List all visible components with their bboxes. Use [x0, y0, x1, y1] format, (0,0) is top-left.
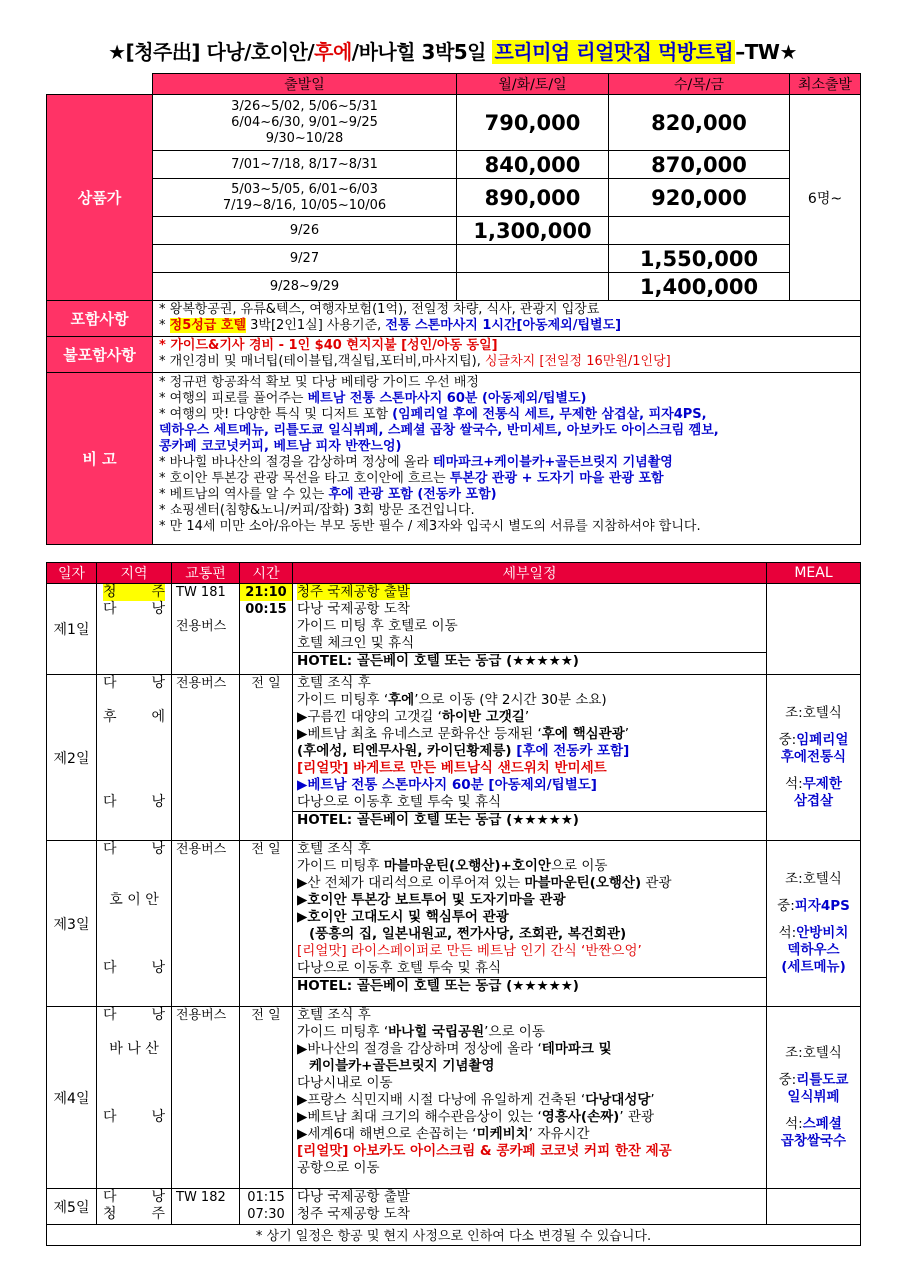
date-line: 7/19~8/16, 10/05~10/06 [222, 197, 387, 213]
schedule-line: 청주 국제공항 출발 [297, 584, 410, 600]
region-cell [97, 1189, 172, 1225]
meal-text: 삼겹살 [793, 793, 834, 809]
text: ’으로 이동 (약 2시간 30분 소요) [414, 692, 607, 708]
text: * 여행의 피로를 풀어주는 [159, 391, 308, 406]
day-label: 제1일 [47, 584, 97, 675]
schedule-line: ▶호이안 고대도시 및 핵심투어 관광 [297, 909, 509, 925]
remark-line: * 쇼핑센터(침향&노니/커피/잡화) 3회 방문 조건입니다. [159, 503, 475, 518]
hotel-line: HOTEL: 골든베이 호텔 또는 동급 (★★★★★) [293, 977, 766, 995]
price-row [47, 151, 861, 179]
remark-line [159, 471, 858, 487]
schedule-line: ▶베트남 전통 스톤마사지 60분 [아동제외/팁별도] [297, 777, 597, 793]
text-emph: [후에 전동카 포함] [516, 743, 630, 759]
text-emph: 후에 [388, 692, 415, 708]
text: ’ [624, 726, 630, 742]
text: ▶산 전체가 대리석으로 이루어져 있는 [297, 875, 525, 891]
time-value: 00:15 [245, 602, 287, 617]
region-char: 낭 [151, 960, 165, 976]
price-weekend: 890,000 [457, 179, 609, 217]
text: ▶구름낀 대양의 고갯길 ‘ [297, 709, 442, 725]
region-char: 청 [103, 1206, 117, 1222]
price-row [47, 273, 861, 301]
region-char: 낭 [151, 601, 165, 617]
included-label: 포함사항 [47, 301, 153, 337]
remark-line [159, 455, 858, 471]
region-char: 낭 [151, 675, 165, 691]
day-label: 제3일 [47, 841, 97, 1007]
region-char: 다 [103, 794, 117, 810]
region-line [103, 892, 165, 909]
meal-text: 안방비치 [796, 925, 849, 941]
transport-cell [172, 584, 240, 675]
region-line [103, 1109, 165, 1126]
schedule-line: 다낭시내로 이동 [297, 1075, 393, 1091]
price-weekday: 820,000 [609, 95, 790, 151]
region-name: 바 나 산 [109, 1041, 159, 1057]
text: * 여행의 맛! 다양한 특식 및 디저트 포함 [159, 407, 393, 422]
meal-text: 곱창쌀국수 [780, 1133, 847, 1149]
region-line [103, 1007, 165, 1024]
text: 3박[2인1실] 사용기준, [246, 318, 386, 333]
meal-dinner [767, 925, 860, 976]
title-suffix: –TW★ [735, 40, 797, 64]
time-value: 01:15 [247, 1190, 285, 1205]
meal-cell [767, 675, 861, 841]
title-highlight: 프리미엄 리얼맛집 먹방트립 [494, 40, 734, 64]
region-cell [97, 1007, 172, 1189]
remark-line [159, 487, 858, 503]
text-emph: 베트남 전통 스톤마사지 60분 (아동제외/팁별도) [307, 391, 587, 406]
meal-lunch [767, 1072, 860, 1106]
meal-breakfast: 조:호텔식 [785, 1045, 842, 1061]
day-label: 제2일 [47, 675, 97, 841]
time-cell [240, 584, 293, 675]
meal-text: 일식뷔페 [787, 1089, 840, 1105]
schedule-line [297, 1041, 762, 1058]
header-weekday: 수/목/금 [609, 74, 790, 95]
price-table [46, 73, 861, 545]
text-emph: 바나힐 국립공원 [388, 1024, 485, 1040]
region-line [103, 1206, 165, 1223]
massage-note: 전통 스톤마사지 1시간[아동제외/팁별도] [385, 318, 622, 333]
text: ▶베트남 최대 크기의 해수관음상이 있는 ‘ [297, 1109, 542, 1125]
remarks-content [153, 373, 861, 545]
meal-breakfast: 조:호텔식 [785, 871, 842, 887]
meal-text: 리틀도쿄 [796, 1072, 849, 1088]
schedule-line: 청주 국제공항 도착 [297, 1206, 410, 1222]
region-char: 낭 [151, 794, 165, 810]
region-char: 다 [103, 841, 117, 857]
schedule-line: 다낭으로 이동후 호텔 투숙 및 휴식 [297, 960, 502, 976]
time-value: 전 일 [240, 841, 293, 1007]
region-line [103, 841, 165, 858]
header-weekend: 월/화/토/일 [457, 74, 609, 95]
time-cell [240, 1189, 293, 1225]
flight-number: TW 181 [176, 585, 226, 600]
region-char: 후 [103, 709, 117, 725]
schedule-line: 다낭으로 이동후 호텔 투숙 및 휴식 [297, 794, 502, 810]
price-weekday [609, 217, 790, 245]
schedule-line [297, 709, 762, 726]
region-char: 낭 [151, 841, 165, 857]
region-char: 다 [103, 675, 117, 691]
text: ▶바나산의 절경을 감상하며 정상에 올라 ‘ [297, 1041, 542, 1057]
region-char: 주 [151, 584, 165, 600]
schedule-line: 다낭 국제공항 도착 [297, 601, 410, 617]
text: ’ [524, 709, 530, 725]
schedule-cell [293, 1007, 767, 1189]
meal-lunch [767, 898, 860, 915]
price-weekend [457, 273, 609, 301]
day-row [47, 584, 861, 675]
text: ▶베트남 최초 유네스코 문화유산 등재된 ‘ [297, 726, 542, 742]
schedule-line: 호텔 조식 후 [297, 841, 371, 857]
text-emph: 다낭대성당 [585, 1092, 651, 1108]
date-line: 3/26~5/02, 5/06~5/31 [231, 98, 378, 114]
text: 가이드 미팅후 ‘ [297, 692, 389, 708]
text-emph: 마블마운틴(오행산) [524, 875, 642, 891]
schedule-line: 공항으로 이동 [297, 1160, 380, 1176]
meal-dinner [767, 1116, 860, 1150]
schedule-line [297, 743, 762, 760]
region-line [103, 675, 165, 692]
price-dates [153, 179, 457, 217]
text-emph: 후에 관광 포함 (전동카 포함) [328, 487, 497, 502]
region-char: 낭 [151, 1109, 165, 1125]
min-departure: 6명~ [790, 95, 861, 301]
included-line [159, 318, 858, 334]
region-line [103, 584, 165, 601]
text-emph: 투본강 관광 + 도자기 마을 관광 포함 [449, 471, 664, 486]
itinerary-table [46, 562, 861, 1246]
time-value: 07:30 [247, 1207, 285, 1222]
header-region: 지역 [97, 563, 172, 584]
region-char: 다 [103, 960, 117, 976]
header-day: 일자 [47, 563, 97, 584]
header-departure: 출발일 [153, 74, 457, 95]
schedule-line [297, 875, 762, 892]
meal-text: 피자4PS [794, 898, 850, 914]
text: * 개인경비 및 매너팁(테이블팁,객실팁,포터비,마사지팁), [159, 354, 485, 369]
price-row [47, 179, 861, 217]
excluded-line: * 가이드&기사 경비 - 1인 $40 현지지불 [성인/아동 동일] [159, 338, 498, 353]
schedule-line [297, 1126, 762, 1143]
price-weekday: 1,550,000 [609, 245, 790, 273]
remark-line: 덱하우스 세트메뉴, 리틀도쿄 일식뷔페, 스페셜 곱창 쌀국수, 반미세트, 아보카도 아이스크림 껨보, [159, 423, 719, 438]
time-value: 전 일 [240, 675, 293, 841]
text-emph: 미케비치 [476, 1126, 529, 1142]
region-char: 다 [103, 1109, 117, 1125]
region-cell [97, 584, 172, 675]
text: 가이드 미팅후 ‘ [297, 1024, 389, 1040]
text-emph: (후에성, 티엔무사원, 카이딘황제릉) [297, 743, 517, 759]
text: * 바나힐 바나산의 절경을 감상하며 정상에 올라 [159, 455, 434, 470]
footer-note: * 상기 일정은 항공 및 현지 사정으로 인하여 다소 변경될 수 있습니다. [47, 1225, 861, 1246]
time-value: 21:10 [240, 584, 292, 601]
text-emph: 영흥사(손짜) [541, 1109, 620, 1125]
date-line: 9/30~10/28 [265, 130, 344, 146]
remark-line: * 정규편 항공좌석 확보 및 다낭 베테랑 가이드 우선 배정 [159, 375, 479, 390]
meal-text: 임페리얼 [796, 732, 849, 748]
price-dates: 9/28~9/29 [153, 273, 457, 301]
schedule-cell [293, 675, 767, 841]
meal-lunch [767, 732, 860, 766]
itinerary-header-row [47, 563, 861, 584]
title-red: 후에 [314, 40, 352, 64]
text: 으로 이동 [550, 858, 608, 874]
region-line [103, 1041, 165, 1058]
header-transport: 교통편 [172, 563, 240, 584]
transport-mode: 전용버스 [172, 841, 240, 1007]
remarks-label: 비 고 [47, 373, 153, 545]
schedule-cell [293, 584, 767, 675]
schedule-line: 호텔 조식 후 [297, 675, 371, 691]
included-content [153, 301, 861, 337]
region-char: 낭 [151, 1007, 165, 1023]
meal-cell [767, 1189, 861, 1225]
price-weekday: 1,400,000 [609, 273, 790, 301]
price-row [47, 245, 861, 273]
text: ▶프랑스 식민지배 시절 다낭에 유일하게 건축된 ‘ [297, 1092, 586, 1108]
header-schedule: 세부일정 [293, 563, 767, 584]
meal-prefix: 중: [777, 898, 795, 914]
schedule-line: 케이블카+골든브릿지 기념촬영 [309, 1058, 495, 1074]
remark-line: * 만 14세 미만 소아/유아는 부모 동반 필수 / 제3자와 입국시 별도의 서류를 지참하셔야 합니다. [159, 519, 701, 534]
included-row [47, 301, 861, 337]
header-time: 시간 [240, 563, 293, 584]
schedule-cell [293, 1189, 767, 1225]
remark-line: 콩카페 코코넛커피, 베트남 피자 반짠느엉) [159, 439, 402, 454]
day-row [47, 675, 861, 841]
schedule-line [297, 1109, 762, 1126]
price-dates: 9/26 [153, 217, 457, 245]
price-row [47, 217, 861, 245]
text-emph: 테마파크+케이블카+골든브릿지 기념촬영 [433, 455, 673, 470]
meal-prefix: 중: [778, 1072, 797, 1088]
region-line [103, 794, 165, 811]
price-header-row [47, 74, 861, 95]
region-line [103, 960, 165, 977]
meal-prefix: 중: [778, 732, 797, 748]
included-line: * 왕복항공권, 유류&텍스, 여행자보험(1억), 전일정 차량, 식사, 관광지 입장료 [159, 302, 600, 317]
text-emph: (임페리얼 후에 전통식 세트, 무제한 삼겹살, 피자4PS, [392, 407, 707, 422]
schedule-line [297, 1092, 762, 1109]
region-cell [97, 841, 172, 1007]
region-char: 에 [151, 709, 165, 725]
region-char: 청 [103, 584, 117, 600]
date-line: 6/04~6/30, 9/01~9/25 [231, 114, 378, 130]
date-line: 5/03~5/05, 6/01~6/03 [231, 181, 378, 197]
schedule-line: [리얼맛] 라이스페이퍼로 만든 베트남 인기 간식 ‘반짠으엉’ [297, 943, 642, 959]
hotel-grade-highlight: 정5성급 호텔 [169, 318, 247, 333]
price-weekend: 790,000 [457, 95, 609, 151]
text: ▶세계6대 해변으로 손꼽히는 ‘ [297, 1126, 477, 1142]
day-row [47, 1189, 861, 1225]
day-label: 제4일 [47, 1007, 97, 1189]
region-line [103, 709, 165, 726]
meal-text: (세트메뉴) [781, 959, 846, 975]
meal-cell [767, 1007, 861, 1189]
meal-text: 스페셜 [802, 1116, 842, 1132]
day-row [47, 1007, 861, 1189]
remark-line [159, 407, 858, 423]
excluded-content [153, 337, 861, 373]
meal-text: 무제한 [802, 776, 842, 792]
text-emph: 후에 핵심관광 [541, 726, 625, 742]
excluded-label: 불포함사항 [47, 337, 153, 373]
page-title [0, 36, 905, 65]
region-char: 다 [103, 1189, 117, 1205]
text: ’ 관광 [619, 1109, 655, 1125]
remark-line [159, 391, 858, 407]
text-emph: 마블마운틴(오행산)+호이안 [383, 858, 551, 874]
title-middle: /바나힐 3박5일 [351, 40, 493, 64]
price-weekend: 840,000 [457, 151, 609, 179]
region-char: 다 [103, 601, 117, 617]
time-value: 전 일 [240, 1007, 293, 1189]
price-dates [153, 95, 457, 151]
meal-dinner [767, 776, 860, 810]
meal-cell [767, 841, 861, 1007]
region-char: 다 [103, 1007, 117, 1023]
schedule-line [297, 692, 762, 709]
schedule-line: 가이드 미팅 후 호텔로 이동 [297, 618, 458, 634]
meal-prefix: 석: [785, 776, 803, 792]
region-name: 호 이 안 [109, 892, 159, 908]
region-char: 낭 [151, 1189, 165, 1205]
text: * 호이안 투본강 관광 목선을 타고 호이안에 흐르는 [159, 471, 450, 486]
schedule-line [297, 1024, 762, 1041]
excluded-line [159, 354, 858, 370]
meal-prefix: 석: [785, 1116, 803, 1132]
text: ’으로 이동 [484, 1024, 545, 1040]
bullet: * [159, 318, 170, 333]
text: ’ 자유시간 [528, 1126, 590, 1142]
text-emph: 테마파크 및 [541, 1041, 612, 1057]
schedule-cell [293, 841, 767, 1007]
schedule-line: ▶호이안 투본강 보트투어 및 도자기마을 관광 [297, 892, 566, 908]
price-weekend [457, 245, 609, 273]
price-weekday: 920,000 [609, 179, 790, 217]
region-cell [97, 675, 172, 841]
remarks-row [47, 373, 861, 545]
transport-mode: 전용버스 [172, 675, 240, 841]
meal-text: 후에전통식 [780, 749, 847, 765]
text: ’ [650, 1092, 655, 1108]
meal-text: 덱하우스 [787, 942, 840, 958]
transport-mode: 전용버스 [176, 619, 227, 634]
footer-row [47, 1225, 861, 1246]
price-weekday: 870,000 [609, 151, 790, 179]
schedule-line: [리얼맛] 아보카도 아이스크림 & 콩카페 코코넛 커피 한잔 제공 [297, 1143, 672, 1159]
excluded-row [47, 337, 861, 373]
meal-prefix: 석: [778, 925, 797, 941]
header-meal: MEAL [767, 563, 861, 584]
region-line [103, 1189, 165, 1206]
day-label: 제5일 [47, 1189, 97, 1225]
schedule-line [297, 858, 762, 875]
price-dates: 9/27 [153, 245, 457, 273]
hotel-line: HOTEL: 골든베이 호텔 또는 동급 (★★★★★) [293, 811, 766, 829]
region-char: 주 [151, 1206, 165, 1222]
day-row [47, 841, 861, 1007]
text: 가이드 미팅후 [297, 858, 384, 874]
hotel-line: HOTEL: 골든베이 호텔 또는 동급 (★★★★★) [293, 652, 766, 670]
schedule-line: [리얼맛] 바게트로 만든 베트남식 샌드위치 반미세트 [297, 760, 607, 776]
price-dates: 7/01~7/18, 8/17~8/31 [153, 151, 457, 179]
schedule-line: 호텔 조식 후 [297, 1007, 371, 1023]
text-emph: 하이반 고갯길 [441, 709, 525, 725]
flight-number: TW 182 [172, 1189, 240, 1225]
price-row [47, 95, 861, 151]
schedule-line: 호텔 체크인 및 휴식 [297, 635, 415, 651]
meal-cell [767, 584, 861, 675]
region-line [103, 601, 165, 618]
schedule-line: 다낭 국제공항 출발 [297, 1189, 410, 1205]
schedule-line [297, 726, 762, 743]
price-weekend: 1,300,000 [457, 217, 609, 245]
transport-mode: 전용버스 [172, 1007, 240, 1189]
header-min-departure: 최소출발 [790, 74, 861, 95]
text: * 베트남의 역사를 알 수 있는 [159, 487, 329, 502]
title-prefix: ★[청주出] 다낭/호이안/ [108, 40, 315, 64]
meal-breakfast: 조:호텔식 [785, 705, 842, 721]
single-charge: 싱글차지 [전일정 16만원/1인당] [484, 354, 671, 369]
price-label: 상품가 [47, 95, 153, 301]
text: 관광 [641, 875, 672, 891]
schedule-line: (풍흥의 집, 일본내원교, 쩐가사당, 조회관, 복건회관) [309, 926, 627, 942]
